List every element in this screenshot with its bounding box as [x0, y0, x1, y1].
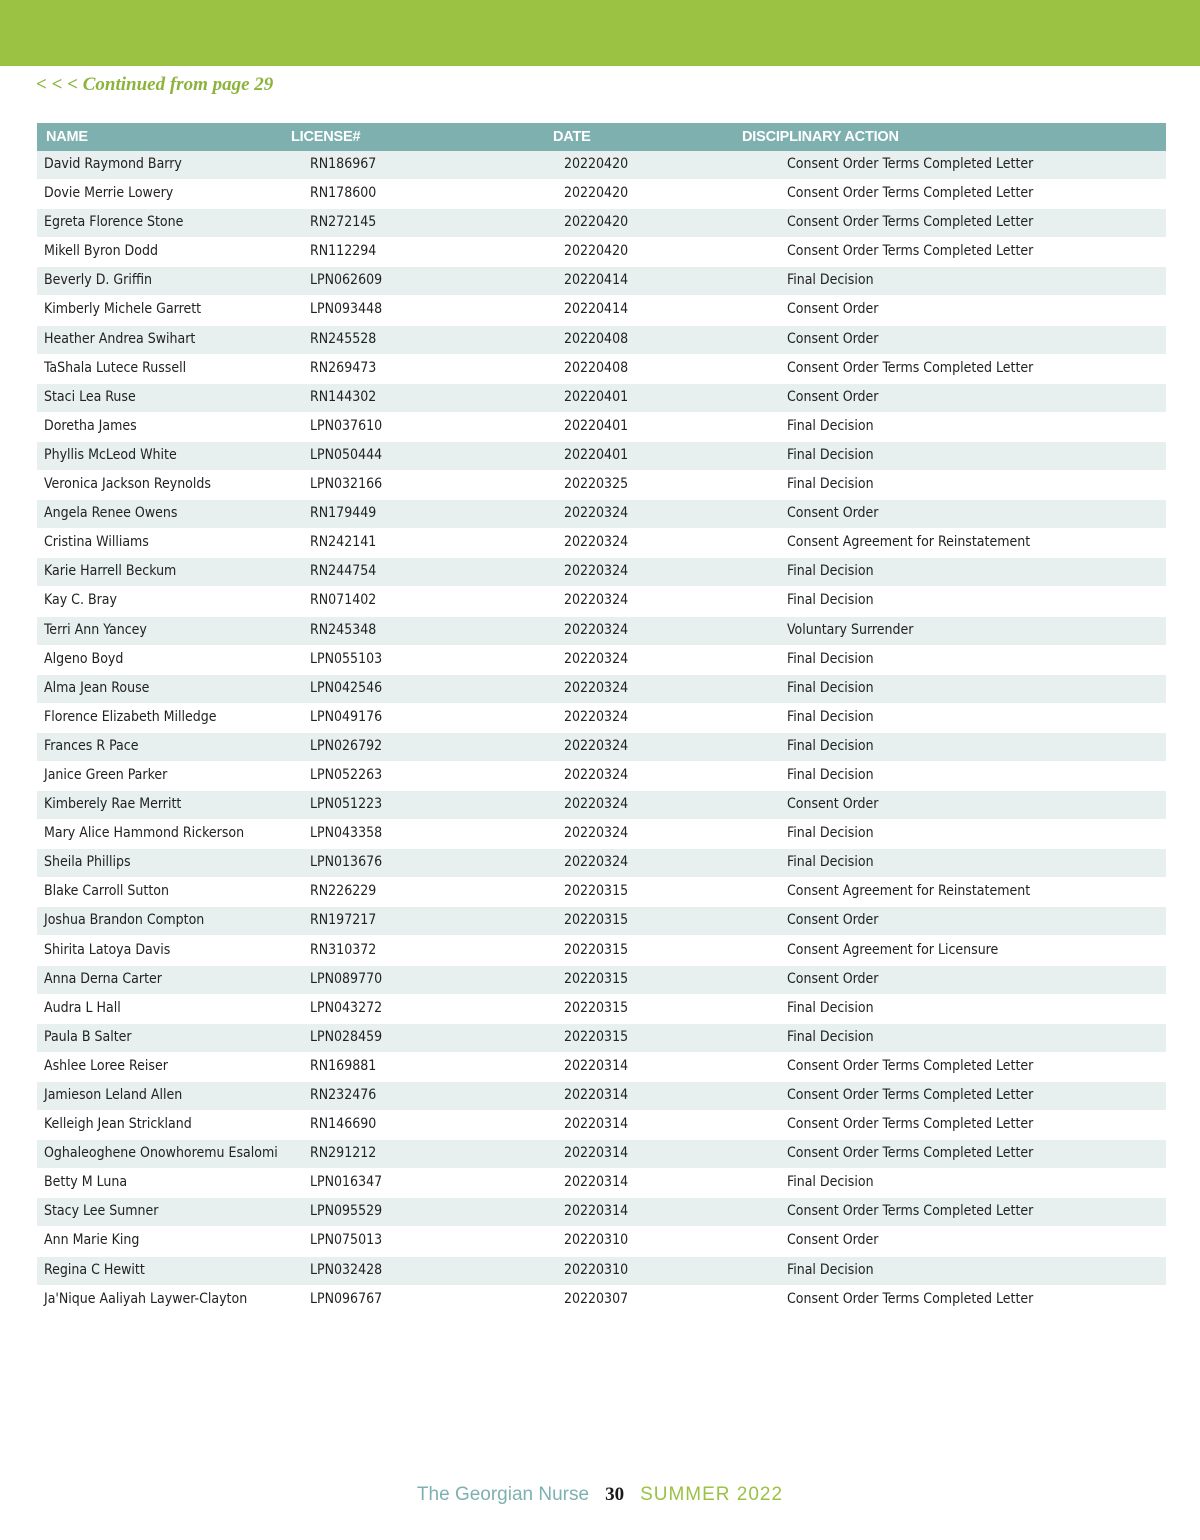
cell-action: Consent Order Terms Completed Letter — [787, 214, 1034, 231]
cell-date: 20220325 — [564, 476, 629, 493]
cell-license: RN144302 — [310, 388, 377, 405]
table-row — [37, 209, 1166, 237]
cell-name: Heather Andrea Swihart — [44, 330, 196, 347]
cell-date: 20220324 — [564, 505, 629, 522]
cell-name: Algeno Boyd — [44, 650, 124, 667]
cell-date: 20220408 — [564, 359, 629, 376]
cell-action: Voluntary Surrender — [787, 621, 914, 638]
cell-date: 20220314 — [564, 1116, 629, 1133]
cell-action: Final Decision — [787, 708, 874, 725]
cell-name: Frances R Pace — [44, 737, 139, 754]
cell-name: Kimberely Rae Merritt — [44, 796, 182, 813]
cell-action: Final Decision — [787, 476, 874, 493]
cell-date: 20220314 — [564, 1087, 629, 1103]
cell-action: Consent Order Terms Completed Letter — [787, 1087, 1034, 1103]
cell-name: Mikell Byron Dodd — [44, 243, 158, 260]
cell-action: Final Decision — [787, 1261, 874, 1278]
cell-date: 20220324 — [564, 825, 629, 842]
cell-name: Anna Derna Carter — [44, 970, 162, 987]
cell-action: Final Decision — [787, 854, 874, 871]
cell-action: Final Decision — [787, 417, 874, 434]
cell-date: 20220310 — [564, 1232, 629, 1249]
column-header-name: NAME — [46, 129, 88, 145]
cell-name: Ashlee Loree Reiser — [44, 1057, 168, 1074]
cell-license: RN272145 — [310, 214, 377, 231]
cell-date: 20220401 — [564, 446, 629, 463]
table-row — [37, 966, 1166, 994]
cell-name: Veronica Jackson Reynolds — [44, 476, 211, 493]
cell-license: LPN026792 — [310, 737, 383, 754]
cell-date: 20220414 — [564, 272, 629, 289]
table-row — [37, 849, 1166, 877]
cell-action: Consent Order — [787, 970, 879, 987]
table-row — [37, 1257, 1166, 1285]
table-row — [37, 820, 1166, 848]
cell-license: LPN051223 — [310, 796, 383, 813]
cell-date: 20220310 — [564, 1261, 629, 1278]
cell-action: Consent Order Terms Completed Letter — [787, 185, 1034, 202]
footer-issue: SUMMER 2022 — [640, 1484, 784, 1505]
cell-license: LPN037610 — [310, 417, 383, 434]
cell-date: 20220324 — [564, 679, 629, 696]
table-row — [37, 937, 1166, 965]
table-row — [37, 529, 1166, 557]
cell-name: Ja'Nique Aaliyah Laywer-Clayton — [44, 1290, 248, 1307]
cell-date: 20220314 — [564, 1057, 629, 1074]
table-row — [37, 675, 1166, 703]
cell-license: LPN016347 — [310, 1174, 383, 1191]
cell-name: Betty M Luna — [44, 1174, 128, 1191]
header-color-bar — [0, 0, 1200, 66]
cell-license: RN179449 — [310, 505, 377, 522]
table-header — [37, 123, 1166, 151]
cell-name: Audra L Hall — [44, 999, 121, 1016]
cell-license: RN197217 — [310, 912, 377, 929]
cell-action: Consent Order — [787, 1232, 879, 1249]
cell-date: 20220401 — [564, 388, 629, 405]
table-row — [37, 558, 1166, 586]
cell-date: 20220307 — [564, 1290, 629, 1307]
cell-name: Angela Renee Owens — [44, 505, 178, 522]
cell-date: 20220414 — [564, 301, 629, 318]
cell-name: Cristina Williams — [44, 534, 149, 551]
cell-action: Consent Order Terms Completed Letter — [787, 1145, 1034, 1162]
cell-name: Stacy Lee Sumner — [44, 1203, 159, 1220]
cell-action: Consent Order — [787, 796, 879, 813]
table-row — [37, 1198, 1166, 1226]
cell-license: RN186967 — [310, 156, 377, 172]
table-row — [37, 500, 1166, 528]
cell-date: 20220324 — [564, 737, 629, 754]
cell-action: Consent Order Terms Completed Letter — [787, 1290, 1034, 1307]
table-row — [37, 995, 1166, 1023]
cell-date: 20220324 — [564, 766, 629, 783]
cell-name: Dovie Merrie Lowery — [44, 185, 174, 202]
cell-action: Consent Order Terms Completed Letter — [787, 156, 1034, 172]
cell-date: 20220315 — [564, 941, 629, 958]
cell-license: LPN043272 — [310, 999, 383, 1016]
cell-date: 20220324 — [564, 621, 629, 638]
table-row — [37, 326, 1166, 354]
cell-license: LPN095529 — [310, 1203, 383, 1220]
disciplinary-actions-table — [37, 123, 1166, 1315]
cell-name: Joshua Brandon Compton — [44, 912, 205, 929]
cell-license: LPN049176 — [310, 708, 383, 725]
cell-action: Consent Order Terms Completed Letter — [787, 243, 1034, 260]
table-row — [37, 587, 1166, 615]
cell-name: Paula B Salter — [44, 1028, 132, 1045]
cell-name: Ann Marie King — [44, 1232, 140, 1249]
cell-date: 20220315 — [564, 883, 629, 900]
continued-label: < < < Continued from page 29 — [36, 74, 274, 95]
cell-license: RN291212 — [310, 1145, 377, 1162]
table-row — [37, 238, 1166, 266]
cell-name: David Raymond Barry — [44, 156, 182, 172]
table-row — [37, 1024, 1166, 1052]
cell-name: Phyllis McLeod White — [44, 446, 177, 463]
cell-date: 20220420 — [564, 243, 629, 260]
cell-license: RN269473 — [310, 359, 377, 376]
column-header-license: LICENSE# — [291, 129, 361, 145]
table-row — [37, 413, 1166, 441]
cell-license: RN245528 — [310, 330, 377, 347]
cell-action: Final Decision — [787, 563, 874, 580]
cell-name: Mary Alice Hammond Rickerson — [44, 825, 245, 842]
cell-license: RN112294 — [310, 243, 377, 260]
cell-name: Blake Carroll Sutton — [44, 883, 169, 900]
cell-name: Kelleigh Jean Strickland — [44, 1116, 192, 1133]
cell-date: 20220401 — [564, 417, 629, 434]
cell-name: Kay C. Bray — [44, 592, 117, 609]
cell-name: Oghaleoghene Onowhoremu Esalomi — [44, 1145, 278, 1162]
cell-action: Final Decision — [787, 999, 874, 1016]
cell-date: 20220324 — [564, 854, 629, 871]
cell-name: Janice Green Parker — [44, 766, 168, 783]
page-footer — [0, 1484, 1200, 1506]
cell-license: LPN089770 — [310, 970, 383, 987]
cell-name: Shirita Latoya Davis — [44, 941, 171, 958]
cell-date: 20220315 — [564, 999, 629, 1016]
cell-date: 20220314 — [564, 1174, 629, 1191]
cell-date: 20220324 — [564, 534, 629, 551]
cell-action: Consent Agreement for Reinstatement — [787, 883, 1031, 900]
cell-date: 20220315 — [564, 912, 629, 929]
cell-action: Consent Order Terms Completed Letter — [787, 359, 1034, 376]
table-row — [37, 762, 1166, 790]
cell-license: RN226229 — [310, 883, 377, 900]
cell-license: LPN052263 — [310, 766, 383, 783]
footer-publication: The Georgian Nurse — [416, 1484, 590, 1505]
cell-license: RN244754 — [310, 563, 377, 580]
table-row — [37, 617, 1166, 645]
table-body — [37, 151, 1166, 1314]
cell-license: RN310372 — [310, 941, 377, 958]
cell-license: LPN075013 — [310, 1232, 383, 1249]
cell-date: 20220420 — [564, 185, 629, 202]
cell-action: Final Decision — [787, 737, 874, 754]
cell-action: Consent Order Terms Completed Letter — [787, 1057, 1034, 1074]
cell-license: RN146690 — [310, 1116, 377, 1133]
cell-action: Final Decision — [787, 1028, 874, 1045]
cell-action: Final Decision — [787, 825, 874, 842]
cell-action: Consent Order — [787, 912, 879, 929]
cell-date: 20220420 — [564, 156, 629, 172]
cell-action: Consent Order — [787, 301, 879, 318]
cell-date: 20220324 — [564, 563, 629, 580]
cell-action: Consent Order — [787, 505, 879, 522]
cell-date: 20220315 — [564, 970, 629, 987]
cell-name: Egreta Florence Stone — [44, 214, 184, 231]
table-row — [37, 151, 1166, 179]
cell-action: Consent Order Terms Completed Letter — [787, 1116, 1034, 1133]
cell-name: Staci Lea Ruse — [44, 388, 136, 405]
table-row — [37, 878, 1166, 906]
table-row — [37, 1286, 1166, 1314]
table-row — [37, 471, 1166, 499]
cell-name: Sheila Phillips — [44, 854, 131, 871]
cell-name: TaShala Lutece Russell — [44, 359, 187, 376]
table-row — [37, 267, 1166, 295]
cell-action: Consent Order Terms Completed Letter — [787, 1203, 1034, 1220]
cell-license: LPN050444 — [310, 446, 383, 463]
cell-license: RN071402 — [310, 592, 377, 609]
table-row — [37, 646, 1166, 674]
cell-license: LPN043358 — [310, 825, 383, 842]
table-row — [37, 704, 1166, 732]
cell-license: RN242141 — [310, 534, 377, 551]
cell-date: 20220314 — [564, 1203, 629, 1220]
cell-date: 20220324 — [564, 708, 629, 725]
cell-action: Final Decision — [787, 766, 874, 783]
table-row — [37, 1053, 1166, 1081]
cell-action: Final Decision — [787, 592, 874, 609]
cell-license: LPN055103 — [310, 650, 383, 667]
cell-license: RN169881 — [310, 1057, 377, 1074]
cell-date: 20220324 — [564, 592, 629, 609]
cell-date: 20220315 — [564, 1028, 629, 1045]
cell-action: Consent Order — [787, 388, 879, 405]
table-row — [37, 1169, 1166, 1197]
table-row — [37, 733, 1166, 761]
cell-date: 20220420 — [564, 214, 629, 231]
table-row — [37, 296, 1166, 324]
cell-action: Final Decision — [787, 446, 874, 463]
table-row — [37, 791, 1166, 819]
cell-action: Consent Agreement for Licensure — [787, 941, 999, 958]
cell-date: 20220324 — [564, 650, 629, 667]
cell-license: RN245348 — [310, 621, 377, 638]
cell-name: Kimberly Michele Garrett — [44, 301, 202, 318]
table-row — [37, 180, 1166, 208]
cell-license: LPN028459 — [310, 1028, 383, 1045]
cell-action: Final Decision — [787, 1174, 874, 1191]
cell-name: Doretha James — [44, 417, 137, 434]
cell-action: Final Decision — [787, 650, 874, 667]
table-row — [37, 1140, 1166, 1168]
table-row — [37, 907, 1166, 935]
cell-name: Florence Elizabeth Milledge — [44, 708, 217, 725]
cell-date: 20220408 — [564, 330, 629, 347]
cell-name: Alma Jean Rouse — [44, 679, 150, 696]
cell-license: LPN032166 — [310, 476, 383, 493]
cell-date: 20220324 — [564, 796, 629, 813]
cell-action: Consent Agreement for Reinstatement — [787, 534, 1031, 551]
table-row — [37, 1111, 1166, 1139]
cell-license: LPN096767 — [310, 1290, 383, 1307]
table-row — [37, 384, 1166, 412]
cell-name: Karie Harrell Beckum — [44, 563, 177, 580]
column-header-date: DATE — [553, 129, 591, 145]
cell-action: Consent Order — [787, 330, 879, 347]
cell-name: Jamieson Leland Allen — [44, 1087, 183, 1103]
cell-license: LPN032428 — [310, 1261, 383, 1278]
cell-name: Beverly D. Griffin — [44, 272, 153, 289]
cell-action: Final Decision — [787, 272, 874, 289]
cell-name: Regina C Hewitt — [44, 1261, 145, 1278]
footer-page-number: 30 — [605, 1484, 625, 1505]
cell-name: Terri Ann Yancey — [44, 621, 147, 638]
cell-date: 20220314 — [564, 1145, 629, 1162]
cell-license: LPN013676 — [310, 854, 383, 871]
cell-license: RN232476 — [310, 1087, 377, 1103]
cell-license: LPN062609 — [310, 272, 383, 289]
cell-license: RN178600 — [310, 185, 377, 202]
table-row — [37, 1082, 1166, 1110]
table-row — [37, 355, 1166, 383]
table-row — [37, 442, 1166, 470]
column-header-action: DISCIPLINARY ACTION — [742, 129, 899, 145]
table-row — [37, 1227, 1166, 1255]
cell-action: Final Decision — [787, 679, 874, 696]
cell-license: LPN093448 — [310, 301, 383, 318]
cell-license: LPN042546 — [310, 679, 383, 696]
